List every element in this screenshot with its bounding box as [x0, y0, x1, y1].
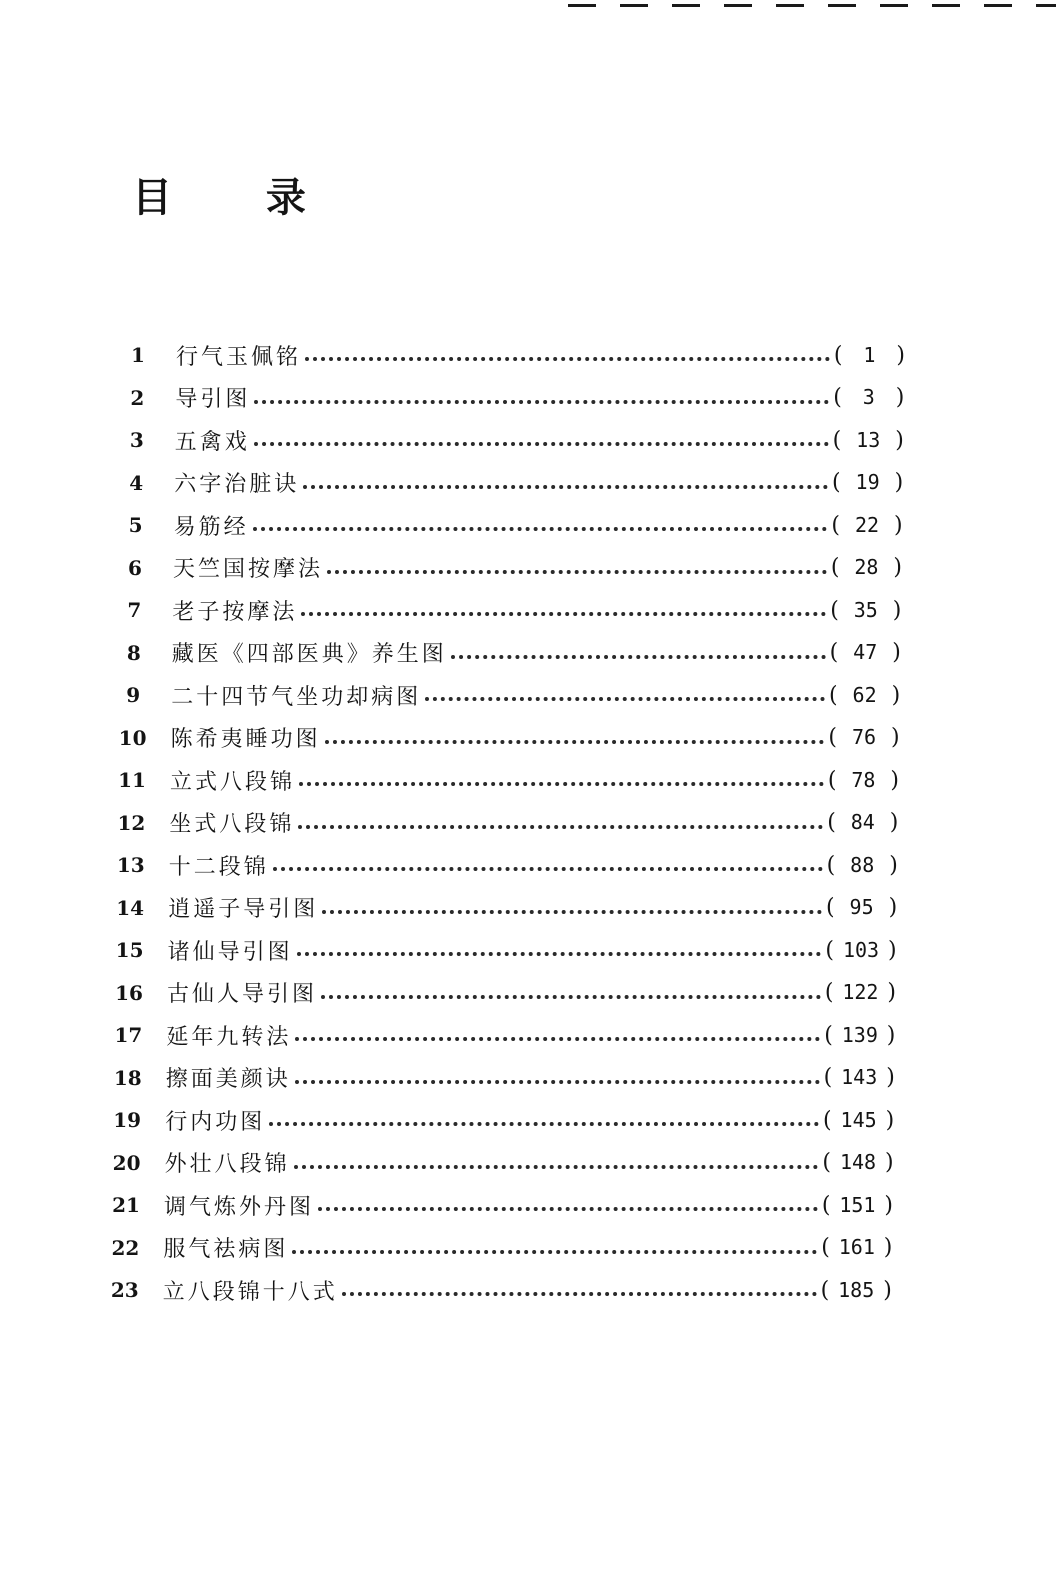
toc-entry-number: 20 [112, 1150, 141, 1175]
close-paren: ) [883, 1235, 893, 1260]
toc-entry-page [834, 343, 905, 368]
dot-leader [327, 570, 827, 574]
toc-entry-page [830, 640, 901, 665]
page-number: 95 [849, 895, 874, 919]
toc-entry-page [833, 385, 904, 410]
toc-entry-title: 易筋经 [173, 514, 249, 540]
toc-entry-page [824, 1065, 895, 1090]
toc-entry-page [827, 853, 898, 878]
close-paren: ) [894, 470, 904, 495]
open-paren: ( [822, 1150, 831, 1175]
toc-entry[interactable] [116, 505, 903, 545]
toc-entry-page [831, 555, 902, 580]
toc-entry-number: 6 [128, 555, 142, 580]
open-paren: ( [830, 555, 840, 580]
page-number: 22 [854, 512, 880, 537]
open-paren: ( [827, 810, 836, 835]
toc-entry-number: 12 [117, 810, 146, 835]
toc-entry-number: 23 [110, 1278, 139, 1302]
toc-entry-title: 陈希夷睡功图 [170, 727, 321, 752]
page-number: 76 [851, 725, 877, 749]
open-paren: ( [825, 937, 834, 963]
dot-leader [451, 655, 826, 659]
open-paren: ( [821, 1192, 831, 1218]
page-number: 161 [838, 1235, 875, 1259]
toc-entry-title: 服气祛病图 [163, 1237, 289, 1262]
open-paren: ( [832, 427, 842, 453]
dot-leader [305, 357, 830, 361]
open-paren: ( [821, 1235, 830, 1260]
close-paren: ) [886, 1065, 895, 1090]
dot-leader [253, 527, 828, 531]
toc-entry-number: 8 [126, 640, 141, 665]
open-paren: ( [832, 470, 841, 495]
toc-entry[interactable] [106, 1185, 893, 1225]
dot-leader [299, 782, 824, 786]
page-number: 185 [838, 1277, 875, 1302]
toc-entry-title: 延年九转法 [166, 1024, 292, 1050]
close-paren: ) [894, 512, 903, 538]
toc-entry[interactable] [107, 1143, 894, 1183]
open-paren: ( [831, 512, 840, 538]
toc-entry-number: 15 [115, 938, 144, 962]
toc-entry[interactable] [117, 420, 904, 460]
dot-leader [321, 995, 821, 999]
close-paren: ) [895, 427, 904, 453]
toc-entry-title: 外壮八段锦 [164, 1152, 290, 1177]
dot-leader [303, 485, 828, 489]
dot-leader [273, 867, 823, 871]
open-paren: ( [826, 895, 835, 920]
toc-entry-page [828, 725, 899, 750]
close-paren: ) [888, 937, 897, 963]
open-paren: ( [833, 385, 842, 410]
toc-entry-title: 逍遥子导引图 [168, 897, 319, 922]
open-paren: ( [823, 1107, 832, 1133]
toc-entry[interactable] [109, 973, 896, 1013]
toc-entry[interactable] [118, 335, 905, 375]
close-paren: ) [886, 1022, 896, 1048]
close-paren: ) [892, 640, 901, 665]
dot-leader [254, 442, 829, 446]
toc-entry-page [822, 1193, 893, 1218]
toc-entry[interactable] [113, 718, 900, 758]
page-number: 19 [855, 470, 880, 494]
page-number: 145 [840, 1107, 877, 1132]
toc-entry-title: 六字治脏诀 [174, 472, 300, 497]
close-paren: ) [892, 597, 902, 623]
dot-leader [297, 952, 822, 956]
open-paren: ( [829, 640, 839, 665]
close-paren: ) [890, 767, 899, 793]
toc-entry-page [825, 980, 896, 1005]
toc-entry-number: 13 [116, 853, 145, 877]
toc-entry-number: 7 [127, 598, 142, 622]
toc-entry-title: 行内功图 [165, 1109, 266, 1135]
toc-entry[interactable] [110, 888, 897, 928]
close-paren: ) [891, 725, 900, 750]
toc-entry[interactable] [108, 1015, 895, 1055]
page-number: 88 [850, 852, 875, 877]
dot-leader [295, 1080, 820, 1084]
toc-entry[interactable] [114, 590, 901, 630]
toc-entry-title: 擦面美颜诀 [165, 1067, 291, 1092]
toc-entry[interactable] [108, 1058, 895, 1098]
page-number: 143 [841, 1065, 878, 1089]
toc-entry-title: 十二段锦 [168, 854, 269, 880]
dot-leader [294, 1165, 819, 1169]
toc-entry-title: 导引图 [175, 387, 251, 412]
open-paren: ( [829, 682, 838, 708]
toc-entry-title: 古仙人导引图 [167, 982, 318, 1007]
dot-leader [295, 1037, 820, 1041]
toc-entry-page [829, 683, 900, 708]
toc-entry[interactable] [111, 845, 898, 885]
top-edge-dashes [560, 0, 1064, 12]
toc-entry-number: 4 [129, 470, 144, 495]
toc-entry-number: 22 [111, 1235, 140, 1260]
page-number: 139 [841, 1022, 878, 1047]
toc-entry-title: 行气玉佩铭 [176, 344, 302, 370]
toc-entry-title: 立式八段锦 [170, 769, 296, 795]
page-number: 84 [850, 810, 875, 834]
toc-entry[interactable] [105, 1270, 892, 1310]
toc-entry-page [826, 895, 897, 920]
toc-entry-title: 老子按摩法 [172, 599, 298, 625]
toc-entry-number: 1 [131, 343, 145, 367]
toc-entry-number: 21 [112, 1193, 140, 1217]
toc-entry-page [821, 1235, 892, 1260]
close-paren: ) [887, 980, 896, 1005]
toc-entry[interactable] [115, 548, 902, 588]
toc-entry-title: 藏医《四部医典》养生图 [171, 642, 447, 667]
page-number: 13 [856, 427, 881, 452]
dot-leader [292, 1250, 817, 1254]
dot-leader [322, 910, 822, 914]
toc-entry[interactable] [112, 760, 899, 800]
toc-entry-page [824, 1023, 895, 1048]
toc-entry-title: 二十四节气坐功却病图 [171, 684, 422, 710]
toc-entry-number: 14 [116, 895, 145, 920]
close-paren: ) [889, 810, 899, 835]
toc-entry-number: 11 [118, 768, 146, 792]
close-paren: ) [896, 342, 905, 368]
dot-leader [298, 825, 823, 829]
toc-entry[interactable] [107, 1100, 894, 1140]
toc-entry[interactable] [113, 675, 900, 715]
toc-entry-page [833, 428, 904, 453]
toc-entry-page [825, 938, 896, 963]
open-paren: ( [823, 1065, 833, 1090]
open-paren: ( [824, 980, 834, 1005]
table-of-contents [0, 335, 1064, 1315]
toc-entry[interactable] [111, 803, 898, 843]
toc-entry[interactable] [116, 463, 903, 503]
toc-entry-title: 五禽戏 [174, 429, 250, 455]
page-number: 148 [839, 1150, 877, 1174]
toc-entry-page [828, 768, 899, 793]
dot-leader [425, 697, 825, 701]
page-number: 3 [862, 385, 875, 409]
open-paren: ( [830, 597, 839, 623]
toc-entry-number: 2 [130, 385, 145, 410]
page-number: 151 [839, 1192, 876, 1217]
toc-entry-title: 坐式八段锦 [169, 812, 295, 837]
dot-leader [254, 400, 829, 404]
toc-entry-number: 9 [126, 683, 141, 707]
close-paren: ) [884, 1192, 893, 1218]
page-number: 122 [842, 980, 879, 1004]
page-number: 35 [853, 597, 878, 622]
dot-leader [301, 612, 826, 616]
open-paren: ( [824, 1022, 833, 1048]
toc-entry-page [830, 598, 901, 623]
toc-entry-number: 17 [114, 1023, 143, 1047]
toc-entry-page [821, 1278, 892, 1303]
toc-entry-page [823, 1108, 894, 1133]
page-number: 103 [842, 937, 880, 962]
page-number: 62 [852, 682, 877, 707]
dot-leader [318, 1207, 818, 1211]
toc-entry-number: 18 [113, 1065, 142, 1090]
open-paren: ( [826, 852, 836, 878]
close-paren: ) [889, 852, 898, 878]
close-paren: ) [885, 1150, 894, 1175]
page-number: 78 [851, 767, 876, 792]
open-paren: ( [820, 1277, 830, 1303]
open-paren: ( [827, 767, 837, 793]
toc-entry-number: 10 [118, 725, 147, 750]
close-paren: ) [891, 682, 901, 708]
page-number: 47 [853, 640, 878, 664]
toc-entry-number: 5 [128, 513, 143, 537]
open-paren: ( [833, 342, 843, 368]
toc-entry-page [831, 513, 902, 538]
toc-entry-title: 诸仙导引图 [167, 939, 293, 965]
close-paren: ) [888, 895, 898, 920]
close-paren: ) [893, 555, 902, 580]
close-paren: ) [895, 385, 905, 410]
toc-entry-number: 3 [129, 428, 144, 452]
dot-leader [325, 740, 825, 744]
page-number: 28 [854, 555, 879, 579]
open-paren: ( [828, 725, 837, 750]
close-paren: ) [885, 1107, 895, 1133]
toc-entry[interactable] [114, 633, 901, 673]
close-paren: ) [883, 1277, 892, 1303]
toc-entry-number: 16 [115, 980, 143, 1005]
toc-entry-title: 调气炼外丹图 [164, 1194, 315, 1220]
toc-entry[interactable] [110, 930, 897, 970]
toc-entry[interactable] [117, 378, 904, 418]
toc-entry-number: 19 [113, 1108, 142, 1132]
dot-leader [342, 1292, 817, 1296]
toc-entry-title: 立八段锦十八式 [162, 1279, 338, 1305]
page-title: 目 录 [132, 175, 346, 221]
dot-leader [269, 1122, 819, 1126]
toc-entry-title: 天竺国按摩法 [173, 557, 324, 582]
toc-entry-page [832, 470, 903, 495]
toc-entry[interactable] [105, 1228, 892, 1268]
page-number: 1 [863, 342, 876, 367]
toc-entry-page [822, 1150, 893, 1175]
toc-entry-page [827, 810, 898, 835]
